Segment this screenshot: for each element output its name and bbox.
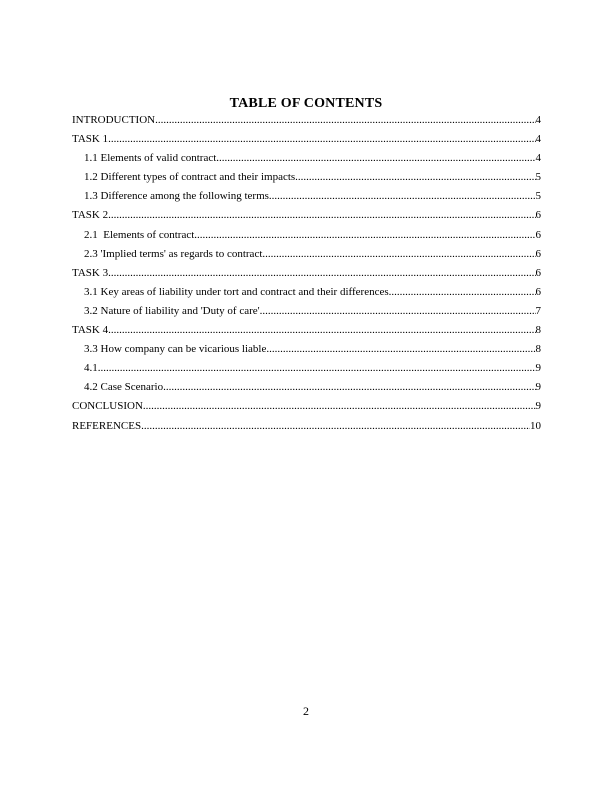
toc-entry-page: 9 — [535, 381, 541, 394]
toc-entry-label: 4.2 Case Scenario — [84, 381, 164, 394]
toc-entry-page: 4 — [535, 133, 541, 146]
toc-entry-page: 10 — [530, 419, 541, 432]
dot-leader — [98, 359, 536, 378]
toc-entry-label: 3.1 Key areas of liability under tort and contract and their differences — [84, 285, 389, 298]
dot-leader — [216, 149, 535, 168]
toc-entry-label: 1.1 Elements of valid contract — [84, 152, 217, 165]
toc-entry-introduction[interactable] — [72, 111, 541, 130]
toc-entry-page: 4 — [535, 114, 541, 126]
toc-entry-page: 5 — [535, 190, 541, 203]
toc-entry-page: 8 — [535, 324, 541, 337]
toc-entry-page: 6 — [535, 228, 541, 241]
dot-leader — [269, 187, 536, 206]
toc-entry-task-2[interactable] — [72, 206, 541, 225]
toc-entry-1-3[interactable] — [72, 187, 541, 206]
toc-entry-task-3[interactable] — [72, 264, 541, 283]
toc-entry-2-3[interactable] — [72, 245, 541, 264]
toc-entry-4-2[interactable] — [72, 378, 541, 397]
dot-leader — [262, 245, 535, 264]
toc-entry-2-1[interactable] — [72, 226, 541, 245]
toc-entry-label: TASK 2 — [72, 209, 109, 222]
toc-entry-label: TASK 1 — [72, 133, 109, 146]
toc-entry-label: TASK 3 — [72, 266, 109, 279]
toc-entry-task-1[interactable] — [72, 130, 541, 149]
dot-leader — [141, 417, 530, 436]
toc-entry-3-1[interactable] — [72, 283, 541, 302]
toc-title: TABLE OF CONTENTS — [229, 96, 383, 111]
toc-entry-page: 6 — [535, 247, 541, 260]
toc-entry-page: 5 — [535, 171, 541, 184]
toc-entry-page: 6 — [535, 266, 541, 279]
toc-entry-label: 1.3 Difference among the following terms — [84, 190, 269, 203]
toc-entry-1-1[interactable] — [72, 149, 541, 168]
dot-leader — [266, 340, 535, 359]
toc-list — [72, 111, 541, 436]
dot-leader — [155, 111, 535, 130]
toc-entry-page: 4 — [535, 152, 541, 165]
dot-leader — [295, 168, 535, 187]
toc-entry-label: 2.3 'Implied terms' as regards to contract — [84, 247, 263, 260]
toc-entry-label: 2.1 Elements of contract — [84, 228, 195, 241]
dot-leader — [108, 206, 535, 225]
toc-entry-label: 4.1 — [84, 362, 98, 375]
dot-leader — [260, 302, 536, 321]
toc-entry-label: CONCLUSION — [72, 400, 143, 413]
dot-leader — [108, 130, 535, 149]
dot-leader — [108, 321, 535, 340]
toc-entry-page: 7 — [535, 304, 541, 317]
toc-entry-label: 3.3 How company can be vicarious liable — [84, 343, 267, 356]
dot-leader — [143, 397, 536, 416]
toc-entry-page: 6 — [535, 285, 541, 298]
dot-leader — [194, 226, 535, 245]
toc-entry-1-2[interactable] — [72, 168, 541, 187]
toc-entry-conclusion[interactable] — [72, 397, 541, 416]
toc-entry-3-3[interactable] — [72, 340, 541, 359]
toc-entry-page: 9 — [535, 362, 541, 375]
toc-entry-page: 6 — [535, 209, 541, 222]
toc-entry-page: 8 — [535, 343, 541, 356]
toc-entry-4-1[interactable] — [72, 359, 541, 378]
toc-entry-task-4[interactable] — [72, 321, 541, 340]
dot-leader — [163, 378, 535, 397]
toc-entry-label: INTRODUCTION — [72, 114, 156, 126]
page-number: 2 — [303, 704, 309, 718]
toc-entry-label: TASK 4 — [72, 324, 109, 337]
toc-entry-page: 9 — [535, 400, 541, 413]
toc-entry-label: 1.2 Different types of contract and their impacts — [84, 171, 296, 184]
toc-entry-3-2[interactable] — [72, 302, 541, 321]
toc-entry-label: 3.2 Nature of liability and 'Duty of care' — [84, 304, 260, 317]
dot-leader — [389, 283, 536, 302]
dot-leader — [108, 264, 535, 283]
toc-entry-references[interactable] — [72, 417, 541, 436]
toc-entry-label: REFERENCES — [72, 419, 142, 432]
